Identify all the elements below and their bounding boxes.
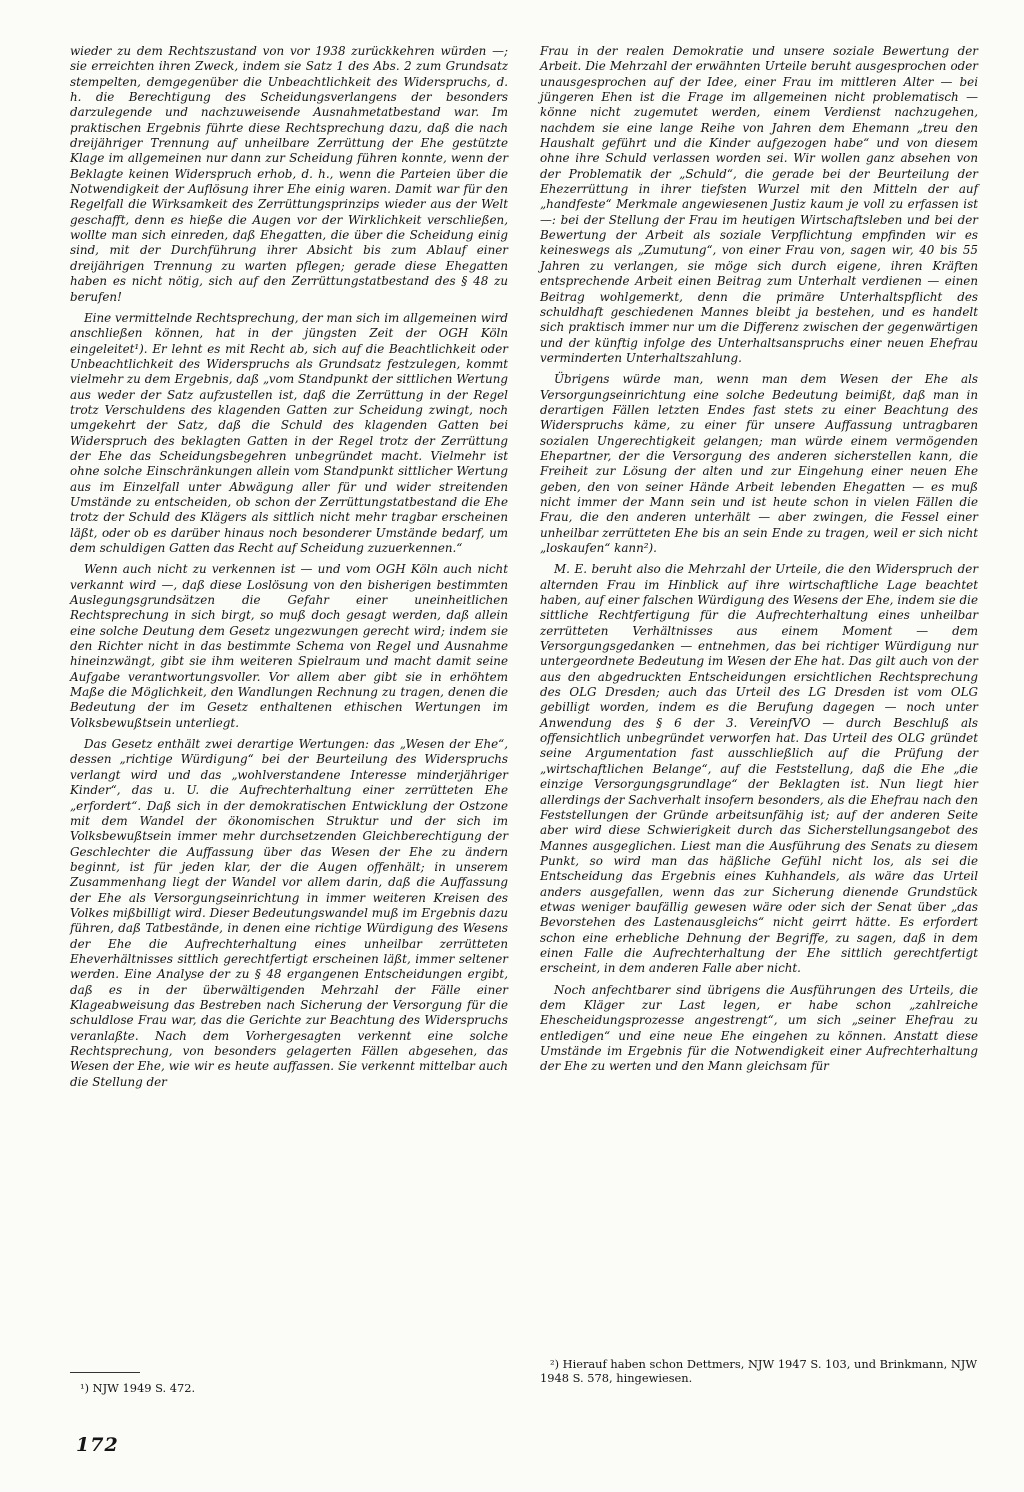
paragraph: wieder zu dem Rechtszustand von vor 1938 zurückkehren würden —; sie erreichten ihren Zweck, indem sie Satz 1 des Abs. 2 zum Grundsatz stempelten, demgegenüber die Unbeachtlichkeit des Widerspruchs, d. h. die Berechtigung des Scheidungsverlangens der besonders darzulegende und nachzuweisende Ausnahmetatbestand war. Im praktischen Ergebnis führte diese Rechtsprechung dazu, daß die nach dreijähriger Trennung auf unheilbare Zerrüttung der Ehe gestützte Klage im allgemeinen nur dann zur Scheidung führen konnte, wenn der Beklagte keinen Widerspruch erhob, d. h., wenn die Parteien über die Notwendigkeit der Auflösung ihrer Ehe einig waren. Damit war für den Regelfall die Wirksamkeit des Zerrüttungsprinzips wieder aus der Welt geschafft, denn es hieße die Augen vor der Wirklichkeit verschließen, wollte man sich einreden, daß Ehegatten, die über die Scheidung einig sind, mit der Durchführung ihrer Absicht bis zum Ablauf einer dreijährigen Trennung zu warten pflegen; gerade diese Ehegatten haben es nicht nötig, sich auf den Zerrüttungstatbestand des § 48 zu berufen! <box>70 44 508 304</box>
footnote-right <box>540 1357 978 1385</box>
paragraph: M. E. beruht also die Mehrzahl der Urteile, die den Widerspruch der alternden Frau im Hinblick auf ihre wirtschaftliche Lage beachtet haben, auf einer falschen Würdigung des Wesens der Ehe, indem sie die sittliche Rechtfertigung für die Aufrechterhaltung eines unheilbar zerrütteten Verhältnisses aus einem Moment — dem Versorgungsgedanken — entnehmen, das bei richtiger Würdigung nur untergeordnete Bedeutung im Wesen der Ehe hat. Das gilt auch von der aus den abgedruckten Entscheidungen ersichtlichen Rechtsprechung des OLG Dresden; auch das Urteil des LG Dresden ist vom OLG gebilligt worden, indem es die Berufung dagegen — noch unter Anwendung des § 6 der 3. VereinfVO — durch Beschluß als offensichtlich unbegründet verworfen hat. Das Urteil des OLG gründet seine Argumentation fast ausschließlich auf die Prüfung der „wirtschaftlichen Belange“, auf die Feststellung, daß die Ehe „die einzige Versorgungsgrundlage“ der Beklagten ist. Nun liegt hier allerdings der Sachverhalt insofern besonders, als die Ehefrau nach den Feststellungen der Gründe arbeitsunfähig ist; auf der anderen Seite aber wird diese Schwierigkeit durch das Sicherstellungsangebot des Mannes ausgeglichen. Liest man die Ausführung des Senats zu diesem Punkt, so wird man das häßliche Gefühl nicht los, als sei die Entscheidung das Ergebnis eines Kuhhandels, als wäre das Urteil anders ausgefallen, wenn das zur Sicherung dienende Grundstück etwas weniger baufällig gewesen wäre oder sich der Senat über „das Bevorstehen des Lastenausgleichs“ nicht geirrt hätte. Es erfordert schon eine erhebliche Dehnung der Begriffe, zu sagen, daß in dem einen Falle die Aufrechterhaltung der Ehe sittlich gerechtfertigt erscheint, in dem anderen Falle aber nicht. <box>540 562 978 976</box>
right-column <box>540 44 978 1081</box>
left-column <box>70 44 508 1096</box>
paragraph: Frau in der realen Demokratie und unsere soziale Bewertung der Arbeit. Die Mehrzahl der erwähnten Urteile beruht ausgesprochen oder unausgesprochen auf der Idee, einer Frau im mittleren Alter — bei jüngeren Ehen ist die Frage im allgemeinen nicht problematisch — könne nicht zugemutet werden, einem Verdienst nachzugehen, nachdem sie eine lange Reihe von Jahren dem Ehemann „treu den Haushalt geführt und die Kinder aufgezogen habe“ und von diesem ohne ihre Schuld verlassen worden sei. Wir wollen ganz absehen von der Problematik der „Schuld“, die gerade bei der Beurteilung der Ehezerrüttung in ihrer tiefsten Wurzel mit den Mitteln der auf „handfeste“ Merkmale angewiesenen Justiz kaum je voll zu erfassen ist —: bei der Stellung der Frau im heutigen Wirtschaftsleben und bei der Bewertung der Arbeit als soziale Verpflichtung empfinden wir es keineswegs als „Zumutung“, von einer Frau von, sagen wir, 40 bis 55 Jahren zu verlangen, sie möge sich durch eigene, ihren Kräften entsprechende Arbeit einen Beitrag zum Unterhalt verdienen — einen Beitrag wohlgemerkt, denn die primäre Unterhaltspflicht des schuldhaft geschiedenen Mannes bleibt ja bestehen, und es handelt sich praktisch immer nur um die Differenz zwischen der gegenwärtigen und der künftig infolge des Unterhaltsanspruchs einer neuen Ehefrau verminderten Unterhaltszahlung. <box>540 44 978 365</box>
footnote-text: ²) Hierauf haben schon Dettmers, NJW 1947 S. 103, und Brinkmann, NJW 1948 S. 578, hingewiesen. <box>540 1357 978 1385</box>
paragraph: Noch anfechtbarer sind übrigens die Ausführungen des Urteils, die dem Kläger zur Last legen, er habe schon „zahlreiche Ehescheidungsprozesse angestrengt“, um sich „seiner Ehefrau zu entledigen“ und eine neue Ehe eingehen zu können. Anstatt diese Umstände im Ergebnis für die Notwendigkeit einer Aufrechterhaltung der Ehe zu werten und den Mann gleichsam für <box>540 982 978 1074</box>
document-page <box>70 44 980 1484</box>
paragraph: Eine vermittelnde Rechtsprechung, der man sich im allgemeinen wird anschließen können, hat in der jüngsten Zeit der OGH Köln eingeleitet¹). Er lehnt es mit Recht ab, sich auf die Beachtlichkeit oder Unbeachtlichkeit des Widerspruchs als Grundsatz festzulegen, kommt vielmehr zu dem Ergebnis, daß „vom Standpunkt der sittlichen Wertung aus weder der Satz aufzustellen ist, daß die Zerrüttung in der Regel trotz Verschuldens des klagenden Gatten zur Scheidung zwingt, noch umgekehrt der Satz, daß die Schuld des klagenden Gatten bei Widerspruch des beklagten Gatten in der Regel trotz der Zerrüttung der Ehe das Scheidungsbegehren unbegründet macht. Vielmehr ist ohne solche Einschränkungen allein vom Standpunkt sittlicher Wertung aus im Einzelfall unter Abwägung aller für und wider streitenden Umstände zu entscheiden, ob schon der Zerrüttungstatbestand die Ehe trotz der Schuld des Klägers als sittlich nicht mehr tragbar erscheinen läßt, oder ob es darüber hinaus noch besonderer Umstände bedarf, um dem schuldigen Gatten das Recht auf Scheidung zuzuerkennen.“ <box>70 310 508 555</box>
paragraph: Übrigens würde man, wenn man dem Wesen der Ehe als Versorgungseinrichtung eine solche Bedeutung beimißt, daß man in derartigen Fällen letzten Endes fast stets zu einer Beachtung des Widerspruchs käme, zu einer für unsere Auffassung untragbaren sozialen Ungerechtigkeit gelangen; man würde einem vermögenden Ehepartner, der die Versorgung des anderen sicherstellen kann, die Freiheit zur Lösung der alten und zur Eingehung einer neuen Ehe geben, den von seiner Hände Arbeit lebenden Ehegatten — es muß nicht immer der Mann sein und ist heute schon in vielen Fällen die Frau, die den anderen unterhält — aber zwingen, die Fessel einer unheilbar zerrütteten Ehe bis an sein Ende zu tragen, weil er sich nicht „loskaufen“ kann²). <box>540 372 978 555</box>
paragraph: Das Gesetz enthält zwei derartige Wertungen: das „Wesen der Ehe“, dessen „richtige Würdigung“ bei der Beurteilung des Widerspruchs verlangt wird und das „wohlverstandene Interesse minderjähriger Kinder“, das u. U. die Aufrechterhaltung einer zerrütteten Ehe „erfordert“. Daß sich in der demokratischen Entwicklung der Ostzone mit dem Wandel der ökonomischen Struktur und der sich im Volksbewußtsein immer mehr durchsetzenden Gleichberechtigung der Geschlechter die Auffassung über das Wesen der Ehe zu ändern beginnt, ist für jeden klar, der die Augen offenhält; in unserem Zusammenhang liegt der Wandel vor allem darin, daß die Auffassung der Ehe als Versorgungseinrichtung in immer weiteren Kreisen des Volkes mißbilligt wird. Dieser Bedeutungswandel muß im Ergebnis dazu führen, daß Tatbestände, in denen eine richtige Würdigung des Wesens der Ehe die Aufrechterhaltung eines unheilbar zerrütteten Eheverhältnisses sittlich gerechtfertigt erscheinen läßt, immer seltener werden. Eine Analyse der zu § 48 ergangenen Entscheidungen ergibt, daß es in der überwältigenden Mehrzahl der Fälle einer Klageabweisung das Bestreben nach Sicherung der Versorgung für die schuldlose Frau war, das die Gerichte zur Beachtung des Widerspruchs veranlaßte. Nach dem Vorhergesagten verkennt eine solche Rechtsprechung, von besonders gelagerten Fällen abgesehen, das Wesen der Ehe, wie wir es heute auffassen. Sie verkennt mittelbar auch die Stellung der <box>70 737 508 1089</box>
paragraph: Wenn auch nicht zu verkennen ist — und vom OGH Köln auch nicht verkannt wird —, daß diese Loslösung von den bisherigen bestimmten Auslegungsgrundsätzen die Gefahr einer uneinheitlichen Rechtsprechung in sich birgt, so muß doch gesagt werden, daß allein eine solche Deutung dem Gesetz ungezwungen gerecht wird; indem sie den Richter nicht in das bestimmte Schema von Regel und Ausnahme hineinzwängt, gibt sie ihm weiteren Spielraum und macht damit seine Aufgabe verantwortungsvoller. Vor allem aber gibt sie in erhöhtem Maße die Möglichkeit, den Wandlungen Rechnung zu tragen, denen die Bedeutung der im Gesetz enthaltenen ethischen Wertungen im Volksbewußtsein unterliegt. <box>70 562 508 730</box>
footnote-left <box>70 1372 508 1395</box>
footnote-divider <box>70 1372 140 1373</box>
footnote-text: ¹) NJW 1949 S. 472. <box>80 1381 196 1395</box>
page-number: 172 <box>76 1434 119 1456</box>
